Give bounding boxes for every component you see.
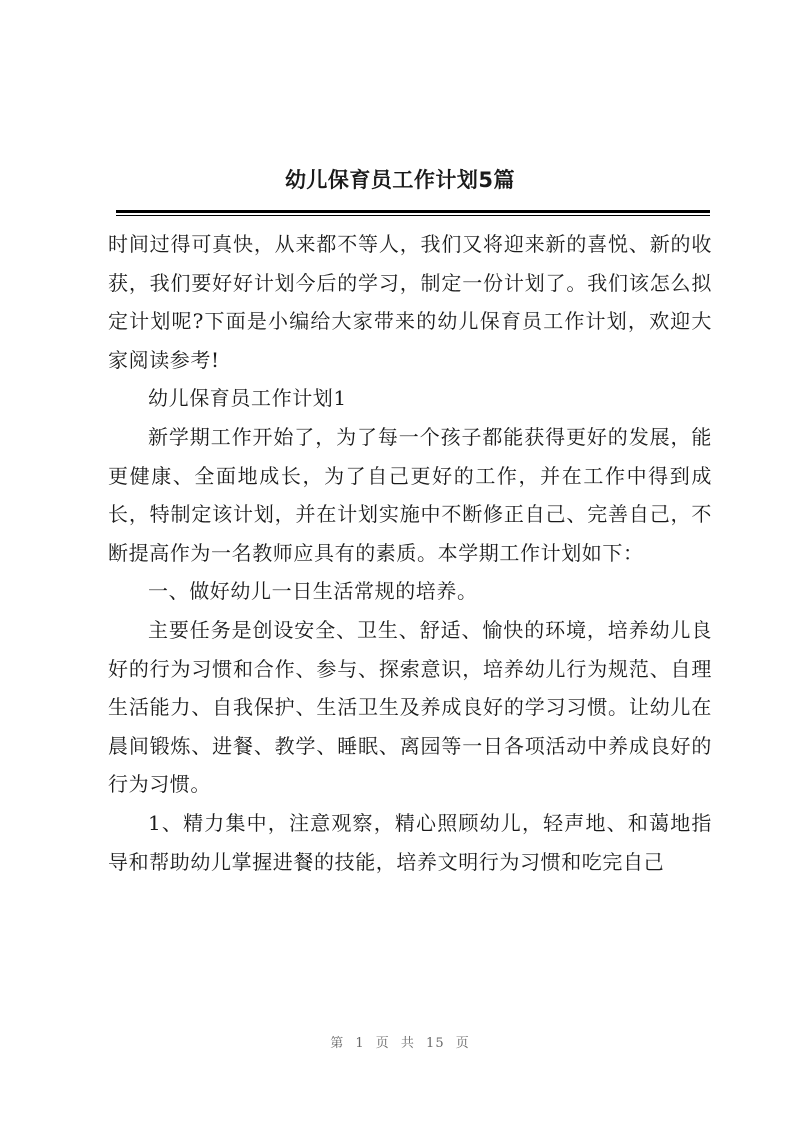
intro-paragraph: 时间过得可真快，从来都不等人，我们又将迎来新的喜悦、新的收获，我们要好好计划今后的学习，制定一份计划了。我们该怎么拟定计划呢?下面是小编给大家带来的幼儿保育员工作计划，欢迎大家阅读参考!: [108, 232, 712, 372]
subsection-heading: 一、做好幼儿一日生活常规的培养。: [148, 579, 478, 604]
body-paragraph: 新学期工作开始了，为了每一个孩子都能获得更好的发展，能更健康、全面地成长，为了自己更好的工作，并在工作中得到成长，特制定该计划，并在计划实施中不断修正自己、完善自己，不断提高作为一名教师应具有的素质。本学期工作计划如下：: [108, 424, 712, 565]
section-heading: 幼儿保育员工作计划1: [148, 386, 347, 411]
body-paragraph: 主要任务是创设安全、卫生、舒适、愉快的环境，培养幼儿良好的行为习惯和合作、参与、探索意识，培养幼儿行为规范、自理生活能力、自我保护、生活卫生及养成良好的学习习惯。让幼儿在晨间锻炼、进餐、教学、睡眠、离园等一日各项活动中养成良好的行为习惯。: [108, 617, 712, 797]
title-divider-thin: [116, 215, 710, 216]
page-number-footer: 第 1 页 共 15 页: [330, 1036, 470, 1051]
title-divider: [116, 210, 710, 213]
document-body: [108, 225, 712, 881]
body-paragraph: 1、精力集中，注意观察，精心照顾幼儿，轻声地、和蔼地指导和帮助幼儿掌握进餐的技能，培养文明行为习惯和吃完自己: [108, 810, 712, 874]
document-title: 幼儿保育员工作计划5篇: [284, 168, 516, 192]
